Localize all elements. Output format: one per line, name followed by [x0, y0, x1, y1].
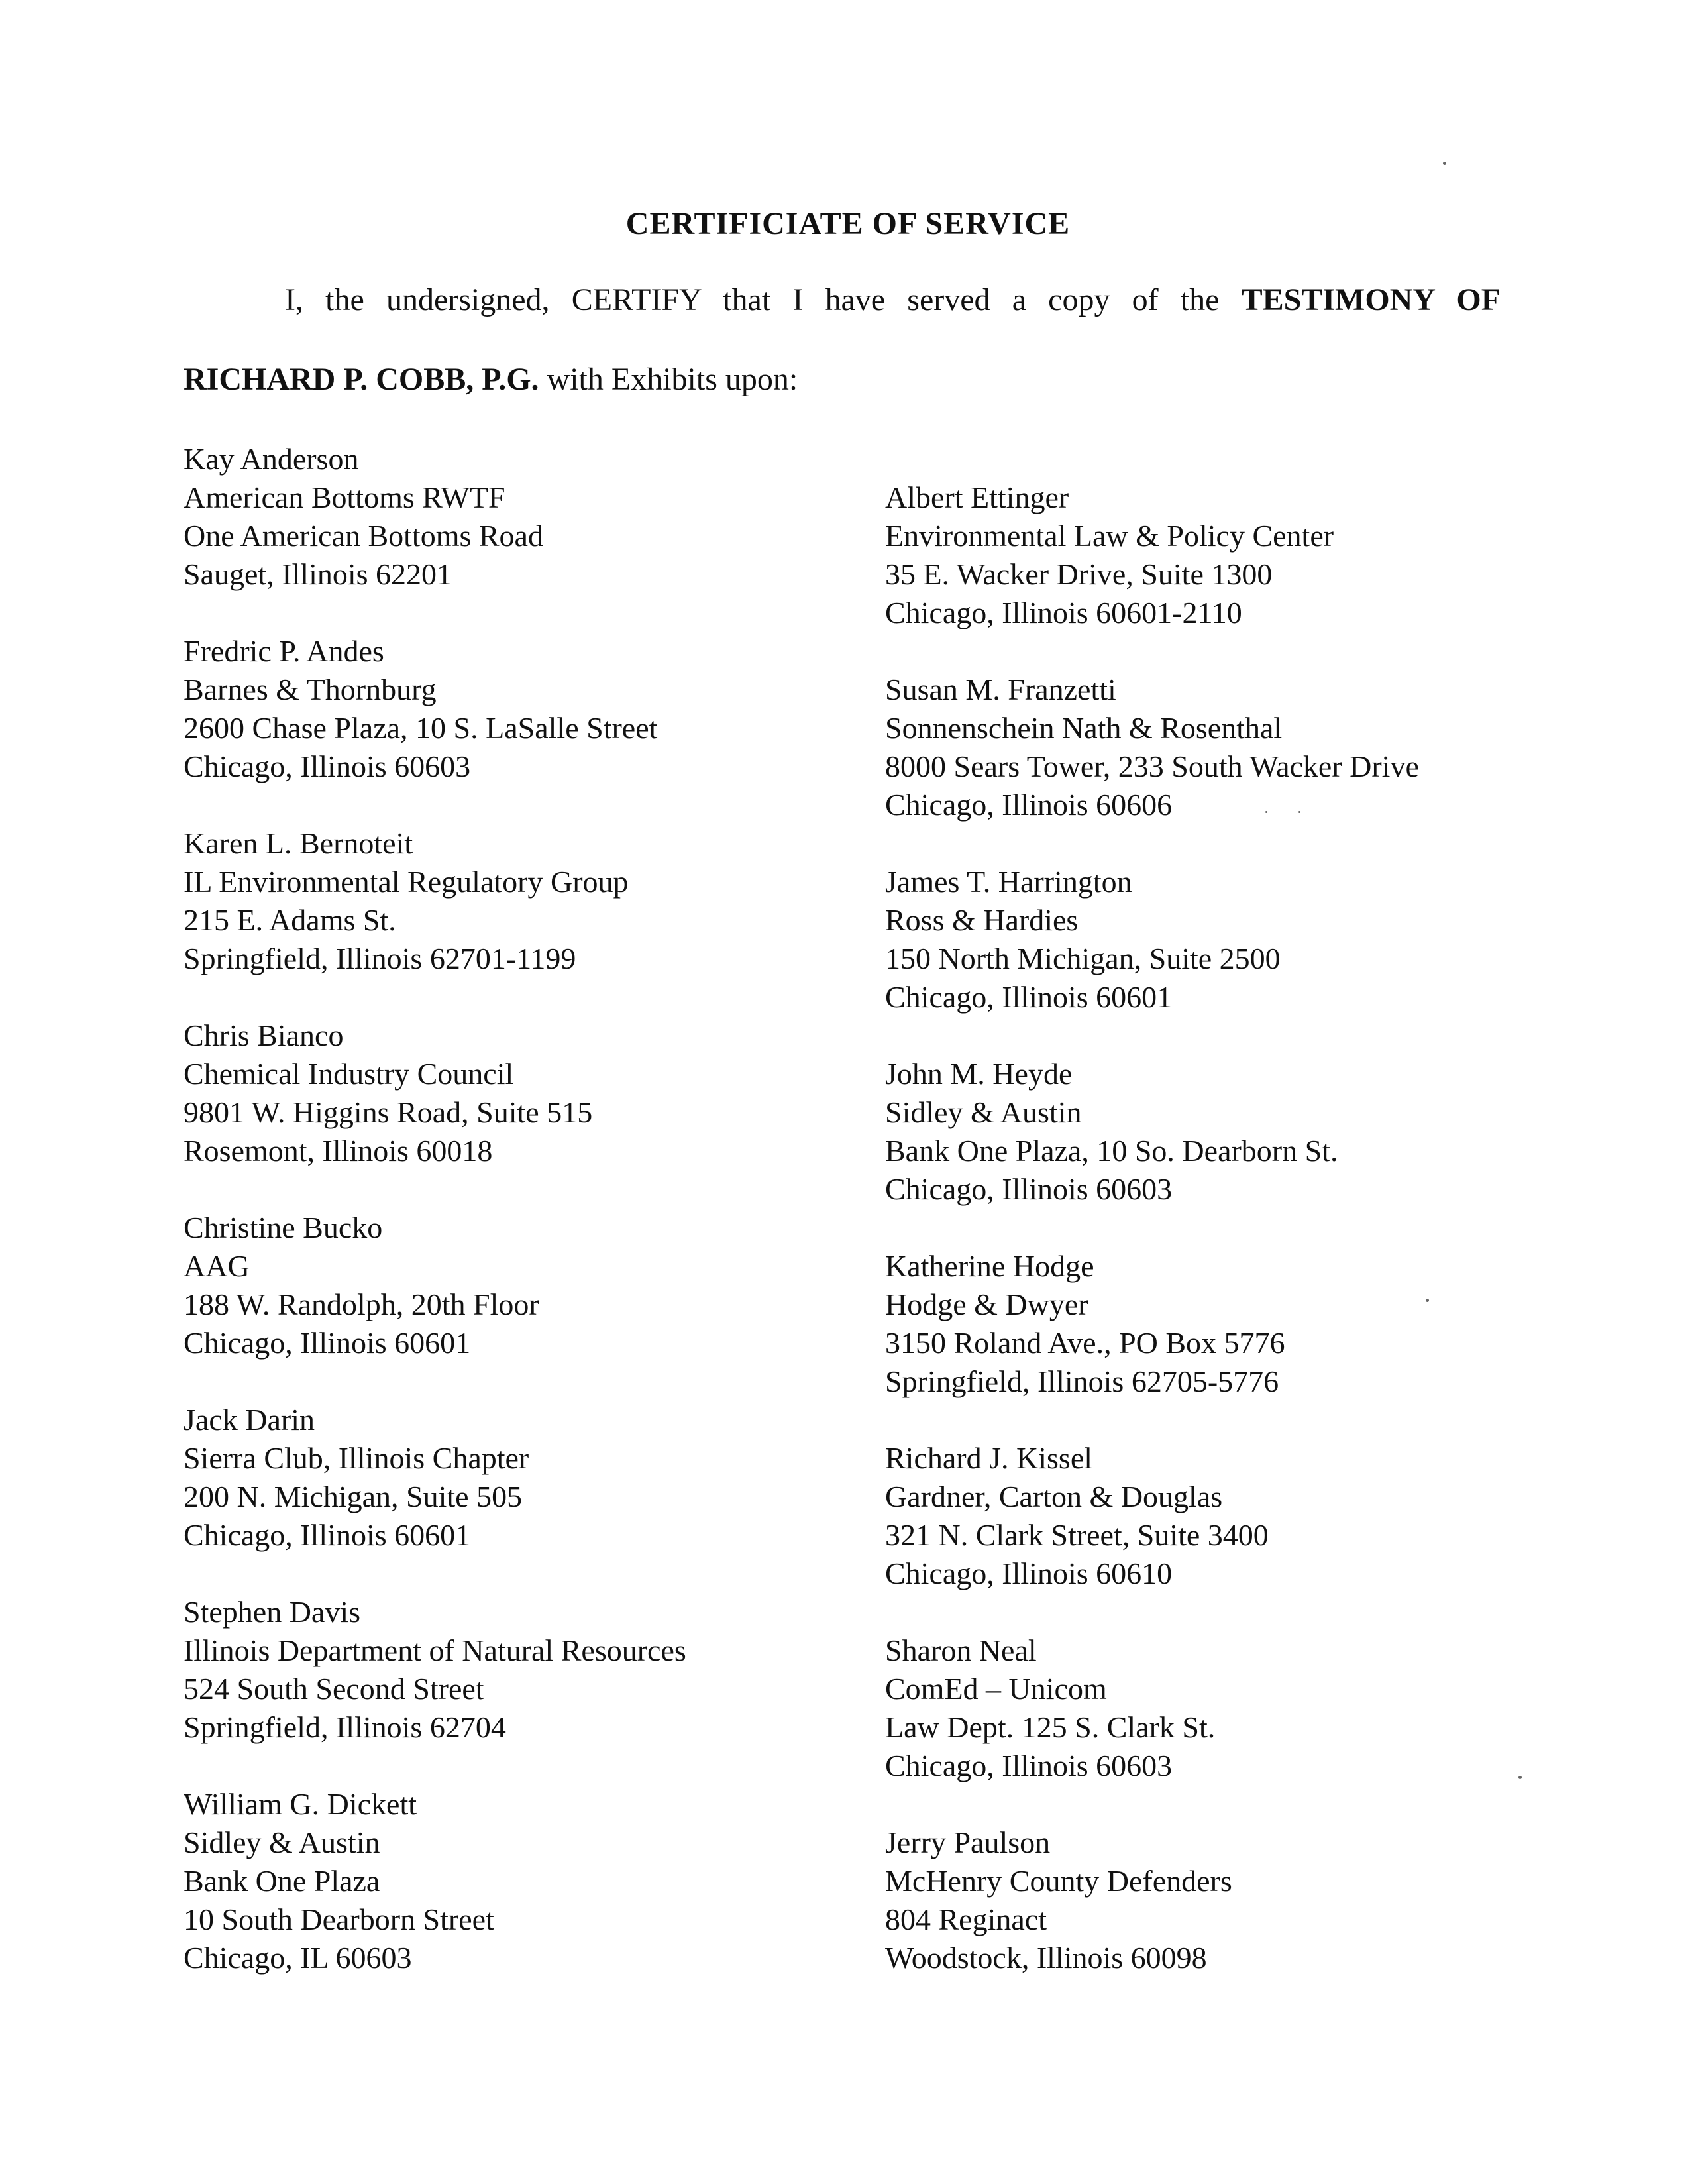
- recipient-name: John M. Heyde: [885, 1057, 1073, 1091]
- scan-speck: [1298, 811, 1300, 813]
- recipient-entry: [885, 478, 1419, 632]
- recipient-address: 804 Reginact: [885, 1902, 1047, 1936]
- service-list-right: [885, 478, 1419, 2016]
- recipient-city: Chicago, Illinois 60601: [184, 1518, 471, 1552]
- recipient-org: McHenry County Defenders: [885, 1864, 1232, 1898]
- recipient-city: Chicago, Illinois 60601: [885, 980, 1173, 1014]
- recipient-city: Springfield, Illinois 62701-1199: [184, 942, 576, 975]
- recipient-entry: [184, 1785, 686, 1977]
- recipient-city: Chicago, Illinois 60603: [885, 1749, 1173, 1782]
- recipient-city: Springfield, Illinois 62704: [184, 1710, 506, 1744]
- recipient-city: Chicago, Illinois 60610: [885, 1556, 1173, 1590]
- recipient-org: Sidley & Austin: [885, 1095, 1082, 1129]
- recipient-address: Bank One Plaza, 10 So. Dearborn St.: [885, 1134, 1338, 1168]
- recipient-address: 9801 W. Higgins Road, Suite 515: [184, 1095, 593, 1129]
- recipient-entry: [184, 440, 686, 594]
- recipient-city: Chicago, Illinois 60601: [184, 1326, 471, 1360]
- recipient-address-2: 10 South Dearborn Street: [184, 1902, 494, 1936]
- intro-witness-bold: RICHARD P. COBB, P.G.: [184, 362, 539, 397]
- recipient-city: Sauget, Illinois 62201: [184, 557, 452, 591]
- recipient-name: Richard J. Kissel: [885, 1441, 1093, 1475]
- recipient-entry: [885, 671, 1419, 824]
- recipient-entry: [184, 1401, 686, 1555]
- scan-speck: [1265, 811, 1267, 813]
- recipient-entry: [184, 632, 686, 786]
- recipient-name: Stephen Davis: [184, 1595, 361, 1629]
- scan-speck: [1518, 1776, 1522, 1779]
- recipient-org: Barnes & Thornburg: [184, 673, 437, 706]
- recipient-address: Law Dept. 125 S. Clark St.: [885, 1710, 1216, 1744]
- recipient-name: William G. Dickett: [184, 1787, 417, 1821]
- document-title: CERTIFICIATE OF SERVICE: [625, 206, 1071, 241]
- recipient-city: Chicago, Illinois 60603: [184, 749, 471, 783]
- recipient-city: Rosemont, Illinois 60018: [184, 1134, 493, 1168]
- recipient-org: Sierra Club, Illinois Chapter: [184, 1441, 529, 1475]
- recipient-org: Ross & Hardies: [885, 903, 1079, 937]
- recipient-address: 215 E. Adams St.: [184, 903, 396, 937]
- recipient-org: Gardner, Carton & Douglas: [885, 1480, 1223, 1513]
- scan-speck: [1443, 162, 1446, 165]
- recipient-city: Chicago, Illinois 60601-2110: [885, 596, 1242, 629]
- service-list-left: [184, 440, 686, 2016]
- intro-testimony-bold: TESTIMONY OF: [1241, 282, 1501, 317]
- recipient-address: 150 North Michigan, Suite 2500: [885, 942, 1281, 975]
- intro-line-1: [285, 282, 1501, 318]
- recipient-org: Environmental Law & Policy Center: [885, 519, 1334, 553]
- recipient-address: 524 South Second Street: [184, 1672, 484, 1706]
- scan-speck: [1426, 1299, 1429, 1302]
- recipient-address: 200 N. Michigan, Suite 505: [184, 1480, 523, 1513]
- recipient-entry: [184, 1209, 686, 1362]
- recipient-address: One American Bottoms Road: [184, 519, 543, 553]
- recipient-org: ComEd – Unicom: [885, 1672, 1107, 1706]
- recipient-city: Woodstock, Illinois 60098: [885, 1941, 1207, 1975]
- recipient-name: Kay Anderson: [184, 442, 359, 476]
- recipient-city: Chicago, IL 60603: [184, 1941, 412, 1975]
- recipient-city: Chicago, Illinois 60603: [885, 1172, 1173, 1206]
- recipient-address: 321 N. Clark Street, Suite 3400: [885, 1518, 1269, 1552]
- recipient-entry: [184, 1593, 686, 1747]
- recipient-entry: [885, 1247, 1419, 1401]
- intro-exhibits-text: with Exhibits upon:: [547, 362, 798, 397]
- recipient-address: Bank One Plaza: [184, 1864, 380, 1898]
- recipient-name: Christine Bucko: [184, 1211, 383, 1244]
- recipient-address: 3150 Roland Ave., PO Box 5776: [885, 1326, 1285, 1360]
- recipient-name: Albert Ettinger: [885, 480, 1069, 514]
- intro-line-2: [184, 361, 798, 398]
- recipient-name: Chris Bianco: [184, 1018, 344, 1052]
- recipient-city: Springfield, Illinois 62705-5776: [885, 1364, 1279, 1398]
- recipient-name: Susan M. Franzetti: [885, 673, 1116, 706]
- recipient-org: American Bottoms RWTF: [184, 480, 505, 514]
- intro-text: I, the undersigned, CERTIFY that I have served a copy of the: [285, 282, 1220, 317]
- recipient-entry: [885, 1824, 1419, 1977]
- recipient-address: 8000 Sears Tower, 233 South Wacker Drive: [885, 749, 1419, 783]
- recipient-address: 2600 Chase Plaza, 10 S. LaSalle Street: [184, 711, 658, 745]
- recipient-entry: [885, 1439, 1419, 1593]
- recipient-entry: [184, 1016, 686, 1170]
- recipient-org: IL Environmental Regulatory Group: [184, 865, 629, 899]
- recipient-org: Hodge & Dwyer: [885, 1287, 1088, 1321]
- recipient-entry: [885, 1631, 1419, 1785]
- recipient-name: James T. Harrington: [885, 865, 1132, 899]
- recipient-name: Karen L. Bernoteit: [184, 826, 413, 860]
- recipient-org: Illinois Department of Natural Resources: [184, 1633, 686, 1667]
- recipient-city: Chicago, Illinois 60606: [885, 788, 1173, 822]
- recipient-address: 35 E. Wacker Drive, Suite 1300: [885, 557, 1273, 591]
- recipient-org: Sonnenschein Nath & Rosenthal: [885, 711, 1283, 745]
- recipient-name: Fredric P. Andes: [184, 634, 384, 668]
- recipient-entry: [885, 1055, 1419, 1209]
- recipient-org: Chemical Industry Council: [184, 1057, 514, 1091]
- recipient-name: Sharon Neal: [885, 1633, 1037, 1667]
- recipient-name: Jerry Paulson: [885, 1826, 1051, 1859]
- recipient-org: Sidley & Austin: [184, 1826, 380, 1859]
- recipient-entry: [885, 863, 1419, 1016]
- recipient-name: Jack Darin: [184, 1403, 315, 1437]
- recipient-entry: [184, 824, 686, 978]
- recipient-address: 188 W. Randolph, 20th Floor: [184, 1287, 539, 1321]
- recipient-org: AAG: [184, 1249, 250, 1283]
- recipient-name: Katherine Hodge: [885, 1249, 1094, 1283]
